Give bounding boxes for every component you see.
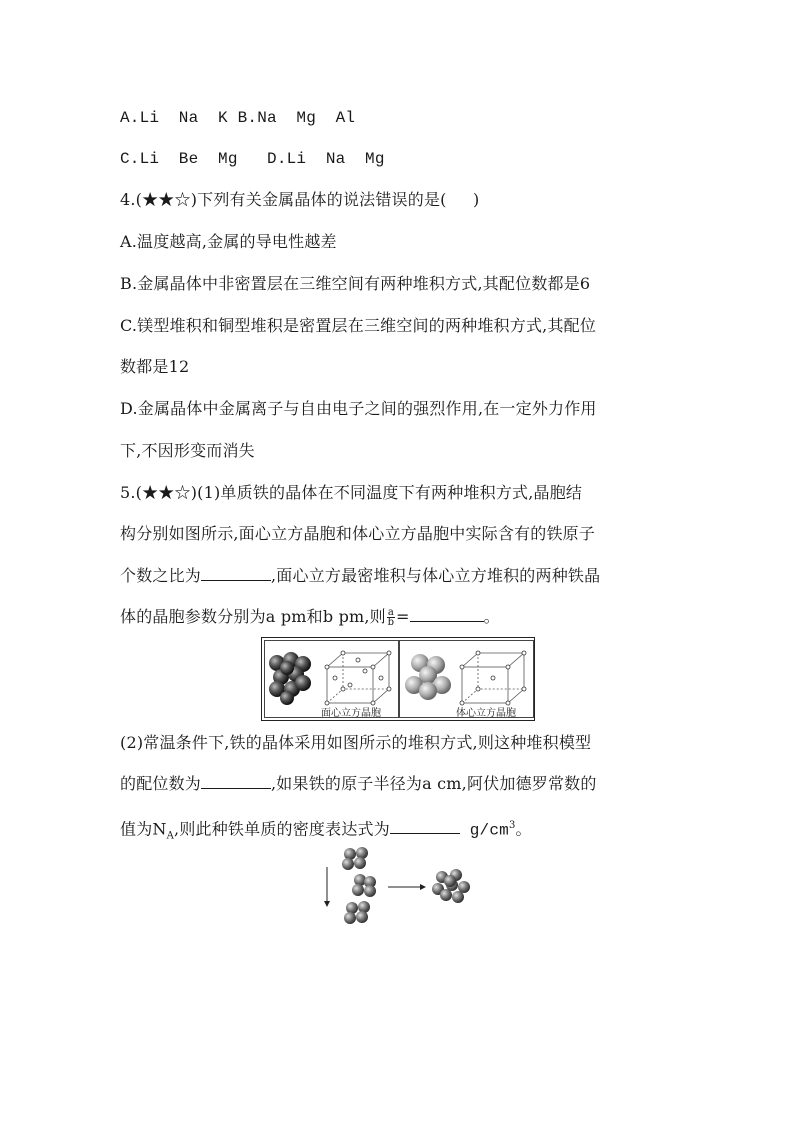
bcc-lattice-points	[460, 651, 526, 705]
q4-option-c-line1: C.镁型堆积和铜型堆积是密置层在三维空间的两种堆积方式,其配位	[120, 316, 597, 335]
layer-bottom	[344, 901, 370, 924]
options-cd: C.Li Be Mg D.Li Na Mg	[120, 150, 385, 168]
fcc-atom-cluster	[269, 652, 311, 705]
options-ab: A.Li Na K B.Na Mg Al	[120, 109, 356, 127]
fcc-caption: 面心立方晶胞	[321, 708, 381, 719]
q4-option-c-line2: 数都是12	[120, 357, 190, 376]
q4-option-d-line2: 下,不因形变而消失	[120, 441, 255, 460]
right-arrow-head	[420, 884, 426, 890]
q5-line2: 构分别如图所示,面心立方晶胞和体心立方晶胞中实际含有的铁原子	[120, 524, 596, 543]
answer-blank-coordination[interactable]	[201, 774, 271, 789]
stacked-result	[432, 869, 470, 903]
q5-line1: 5.(★★☆)(1)单质铁的晶体在不同温度下有两种堆积方式,晶胞结	[120, 483, 583, 502]
down-arrow-head	[324, 901, 330, 907]
q5-part2-line1: (2)常温条件下,铁的晶体采用如图所示的堆积方式,则这种堆积模型	[120, 733, 592, 752]
stacking-diagram	[318, 845, 478, 930]
fraction-a-over-b: $\frac{a}{b}$	[387, 607, 395, 628]
answer-blank-density[interactable]	[390, 819, 460, 834]
bcc-caption: 体心立方晶胞	[456, 708, 516, 719]
q5-line4: 体的晶胞参数分别为a pm和b pm,则 $\frac{a}{b}$ = 。	[120, 607, 500, 628]
q4-option-b: B.金属晶体中非密置层在三维空间有两种堆积方式,其配位数都是6	[120, 274, 591, 293]
q5-part2-line2: 的配位数为 ,如果铁的原子半径为a cm,阿伏加德罗常数的	[120, 774, 597, 793]
layer-middle	[352, 874, 376, 897]
q4-option-d-line1: D.金属晶体中金属离子与自由电子之间的强烈作用,在一定外力作用	[120, 399, 597, 418]
bcc-panel	[399, 640, 534, 718]
q4-stem: 4.(★★☆)下列有关金属晶体的说法错误的是( )	[120, 190, 480, 209]
q4-option-a: A.温度越高,金属的导电性越差	[120, 232, 337, 251]
answer-blank-ratio[interactable]	[201, 566, 271, 581]
answer-blank-ratio-ab[interactable]	[410, 607, 484, 622]
fcc-lattice-points	[325, 651, 391, 705]
q5-part2-line3: 值为$N_A$,则此种铁单质的密度表达式为 $g/cm^3$。	[120, 819, 532, 842]
bcc-atom-cluster	[405, 654, 451, 700]
q5-line3: 个数之比为 ,面心立方最密堆积与体心立方堆积的两种铁晶	[120, 566, 601, 585]
layer-top	[342, 847, 368, 870]
fcc-panel	[264, 640, 399, 718]
unit-cell-figure	[261, 637, 535, 721]
